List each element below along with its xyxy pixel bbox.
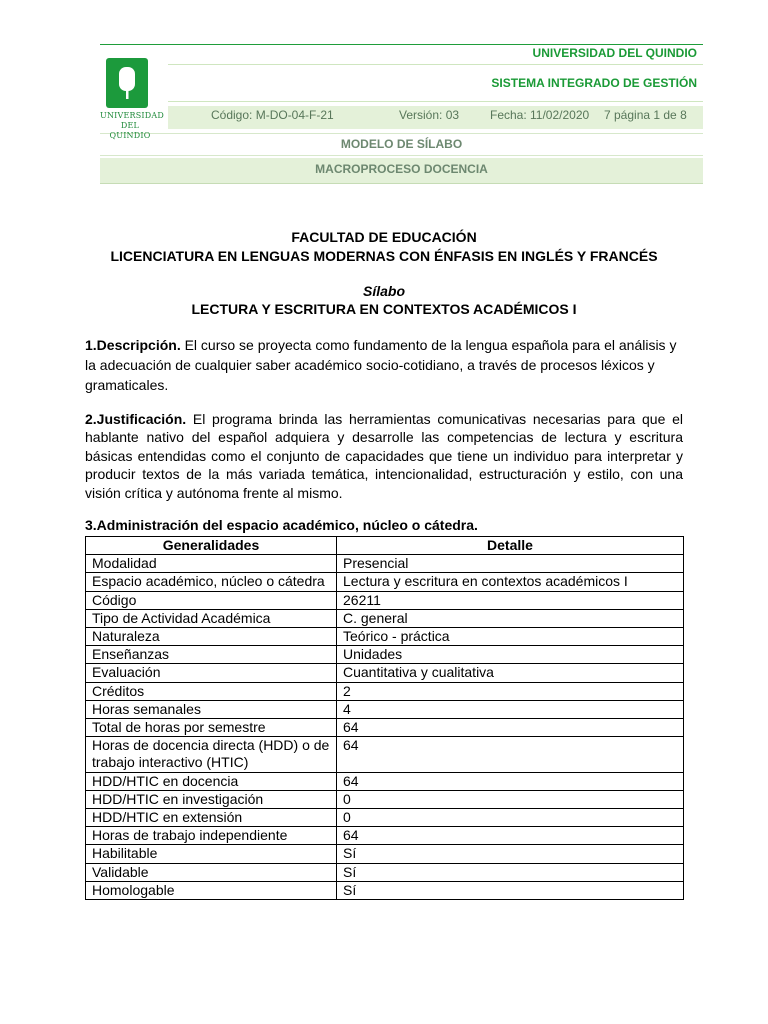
table-cell-field: Horas de trabajo independiente: [86, 827, 337, 845]
table-cell-detail: Unidades: [337, 646, 684, 664]
logo-emblem-icon: [106, 58, 148, 108]
table-row: [86, 809, 684, 827]
table-cell-field: Evaluación: [86, 664, 337, 682]
justification-text: El programa brinda las herramientas comunicativas necesarias para que el hablante nativo del español adquiera y desarrolle las competencias de lectura y escritura básicas entendidas como el conjunto de capacidades que tiene un individuo para interpretar y producir textos de la más variada temática, intencionalidad, estructuración y estilo, con una visión crítica y autónoma frente al mismo.: [85, 411, 683, 501]
header-model-band: [100, 133, 703, 156]
syllabus-label: Sílabo: [362, 283, 405, 299]
logo-line2: DEL QUINDIO: [109, 121, 151, 140]
header-macro-band: [100, 158, 703, 184]
header-date: Fecha: 11/02/2020: [490, 108, 590, 122]
table-row: [86, 790, 684, 808]
table-row: [86, 863, 684, 881]
header-code: Código: M-DO-04-F-21: [211, 108, 334, 122]
table-cell-detail: Sí: [337, 863, 684, 881]
table-cell-detail: 4: [337, 700, 684, 718]
table-row: [86, 555, 684, 573]
table-row: [86, 664, 684, 682]
table-row: [86, 591, 684, 609]
program-title: LICENCIATURA EN LENGUAS MODERNAS CON ÉNFASIS EN INGLÉS Y FRANCÉS: [110, 248, 658, 264]
table-row: [86, 573, 684, 591]
table-row: [86, 700, 684, 718]
section3-title: 3.Administración del espacio académico, núcleo o cátedra.: [85, 517, 478, 533]
description-label: 1.Descripción.: [85, 337, 181, 353]
description-paragraph: [85, 335, 683, 395]
table-cell-detail: Lectura y escritura en contextos académicos I: [337, 573, 684, 591]
table-cell-field: Horas de docencia directa (HDD) o de trabajo interactivo (HTIC): [86, 737, 337, 772]
description-text: El curso se proyecta como fundamento de la lengua española para el análisis y la adecuación de cualquier saber académico socio-cotidiano, a través de procesos léxicos y gramaticales.: [85, 337, 677, 393]
table-cell-field: Naturaleza: [86, 628, 337, 646]
table-row: [86, 609, 684, 627]
table-cell-detail: Cuantitativa y cualitativa: [337, 664, 684, 682]
table-row: [86, 881, 684, 899]
header-macro: MACROPROCESO DOCENCIA: [315, 162, 488, 176]
table-row: [86, 827, 684, 845]
table-cell-field: Espacio académico, núcleo o cátedra: [86, 573, 337, 591]
table-row: [86, 646, 684, 664]
table-cell-detail: 0: [337, 809, 684, 827]
table-row: [86, 628, 684, 646]
column-header: Detalle: [337, 537, 684, 555]
logo-wordmark: [100, 111, 164, 141]
faculty-title: FACULTAD DE EDUCACIÓN: [291, 229, 477, 245]
table-cell-field: HDD/HTIC en extensión: [86, 809, 337, 827]
header-version: Versión: 03: [399, 108, 460, 122]
header-code-band: [168, 106, 703, 129]
table-cell-detail: 0: [337, 790, 684, 808]
table-cell-field: Habilitable: [86, 845, 337, 863]
table-row: [86, 719, 684, 737]
table-cell-field: Horas semanales: [86, 700, 337, 718]
table-cell-field: Tipo de Actividad Académica: [86, 609, 337, 627]
column-header: Generalidades: [86, 537, 337, 555]
table-cell-detail: Presencial: [337, 555, 684, 573]
course-title: LECTURA Y ESCRITURA EN CONTEXTOS ACADÉMICOS I: [191, 301, 577, 317]
header-rule: [100, 44, 703, 45]
header-page: 7 página 1 de 8: [604, 108, 687, 122]
table-cell-field: HDD/HTIC en docencia: [86, 772, 337, 790]
table-cell-detail: 2: [337, 682, 684, 700]
table-cell-detail: 64: [337, 737, 684, 772]
justification-paragraph: [85, 410, 683, 502]
table-header-row: [86, 537, 684, 555]
table-cell-detail: 64: [337, 719, 684, 737]
header-rule: [168, 64, 703, 65]
header-system: SISTEMA INTEGRADO DE GESTIÓN: [491, 76, 697, 90]
table-row: [86, 772, 684, 790]
logo-line1: UNIVERSIDAD: [100, 111, 164, 120]
table-row: [86, 737, 684, 772]
table-cell-field: Créditos: [86, 682, 337, 700]
table-cell-detail: Teórico - práctica: [337, 628, 684, 646]
table-cell-detail: 26211: [337, 591, 684, 609]
table-row: [86, 845, 684, 863]
table-cell-field: Enseñanzas: [86, 646, 337, 664]
university-logo: [100, 56, 164, 140]
table-cell-field: Código: [86, 591, 337, 609]
header-university: UNIVERSIDAD DEL QUINDIO: [532, 46, 697, 60]
table-body: [86, 555, 684, 900]
justification-label: 2.Justificación.: [85, 411, 187, 427]
table-cell-field: Validable: [86, 863, 337, 881]
table-cell-field: HDD/HTIC en investigación: [86, 790, 337, 808]
header-model: MODELO DE SÍLABO: [340, 137, 463, 151]
table-cell-detail: Sí: [337, 845, 684, 863]
table-cell-detail: 64: [337, 772, 684, 790]
table-cell-detail: Sí: [337, 881, 684, 899]
table-cell-detail: C. general: [337, 609, 684, 627]
generalities-table: [85, 536, 684, 900]
table-cell-field: Homologable: [86, 881, 337, 899]
header-rule: [168, 101, 703, 102]
table-row: [86, 682, 684, 700]
table-cell-detail: 64: [337, 827, 684, 845]
table-cell-field: Modalidad: [86, 555, 337, 573]
table-cell-field: Total de horas por semestre: [86, 719, 337, 737]
